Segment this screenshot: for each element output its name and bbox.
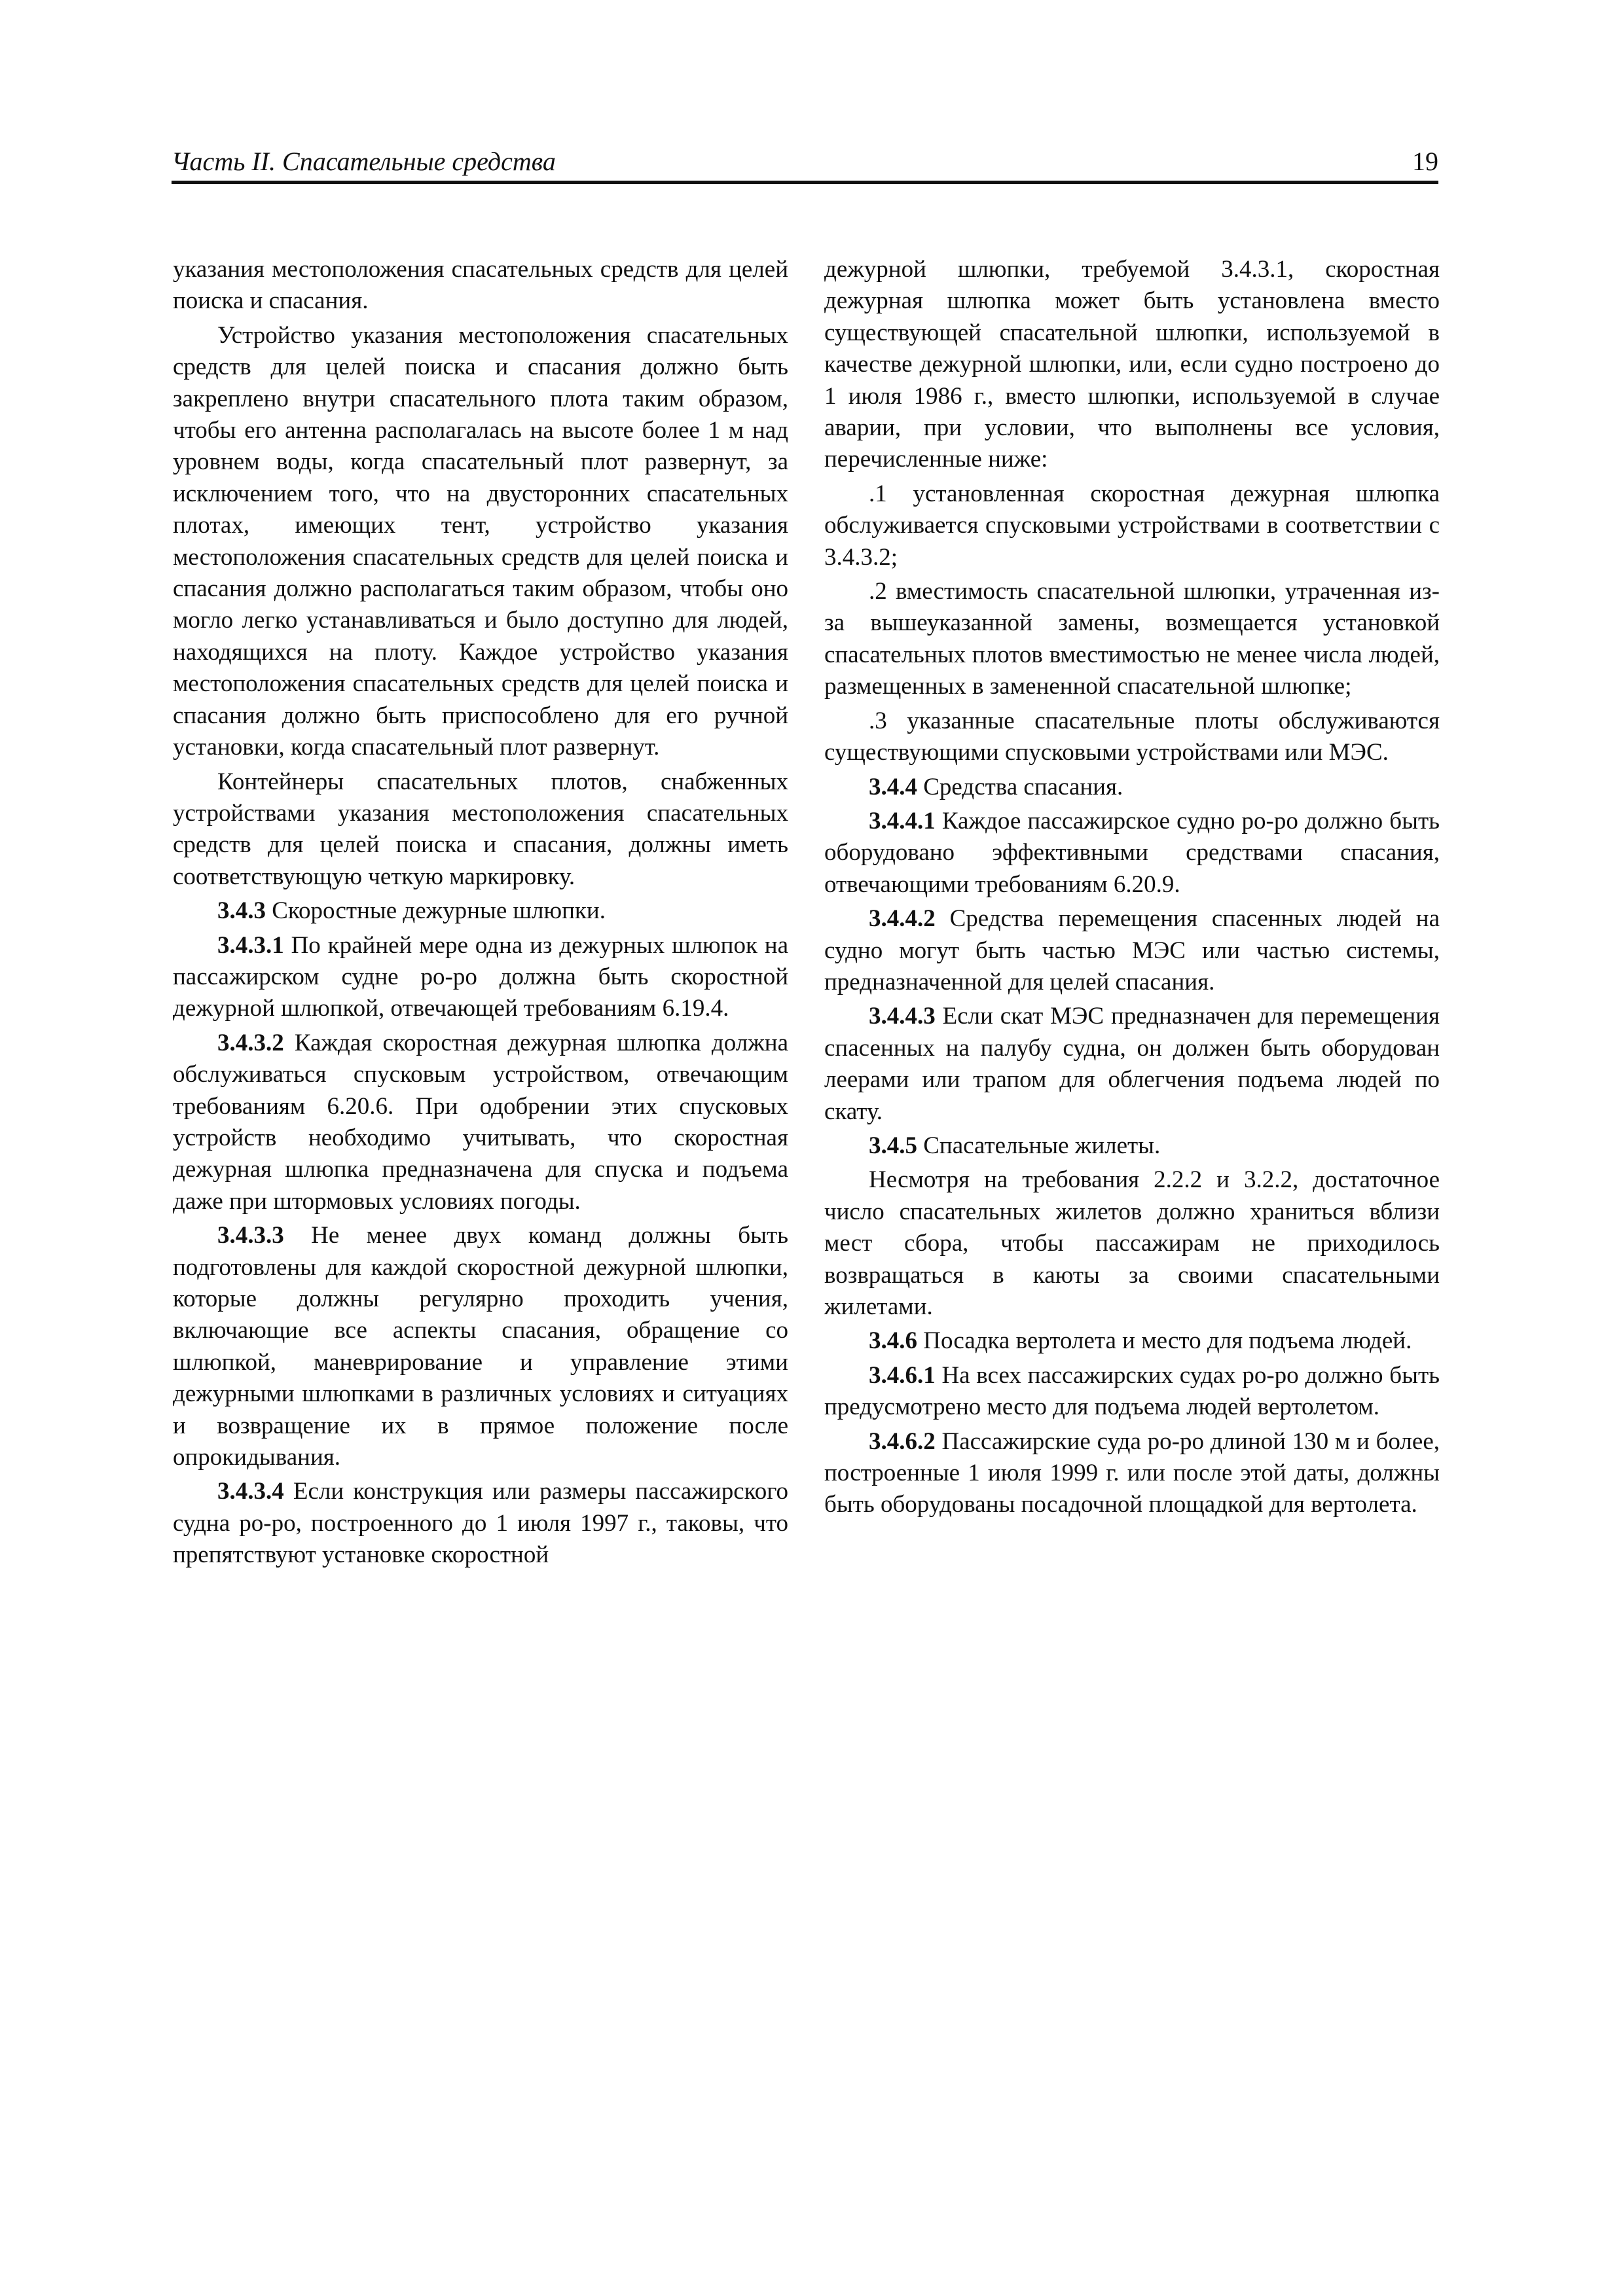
paragraph: 3.4.3.1 По крайней мере одна из дежурных шлюпок на пассажирском судне ро-ро должна быть скоростной дежурной шлюпкой, отвечающей требованиям 6.19.4. [173, 931, 788, 1022]
section-number: 3.4.3.1 [217, 931, 284, 959]
paragraph: Контейнеры спасательных плотов, снабженных устройствами указания местоположения спасательных средств для целей поиска и спасания, должны иметь соответствующую четкую маркировку. [173, 768, 788, 890]
paragraph: 3.4.3.4 Если конструкция или размеры пассажирского судна ро-ро, построенного до 1 июля 1997 г., таковы, что препятствуют установке скоростной [173, 1478, 788, 1569]
page-number: 19 [1412, 147, 1438, 176]
right-column [824, 254, 1440, 1524]
paragraph: дежурной шлюпки, требуемой 3.4.3.1, скоростная дежурная шлюпка может быть установлена вместо существующей спасательной шлюпки, используемой в качестве дежурной шлюпки, или, если судно построено до 1 июля 1986 г., вместо шлюпки, используемой в случае аварии, при условии, что выполнены все условия, перечисленные ниже: [824, 256, 1440, 473]
paragraph: 3.4.3.3 Не менее двух команд должны быть подготовлены для каждой скоростной дежурной шлюпки, которые должны регулярно проходить учения, включающие все аспекты спасания, обращение со шлюпкой, маневрирование и управление этими дежурными шлюпками в различных условиях и ситуациях и возвращение их в прямое положение после опрокидывания. [173, 1222, 788, 1471]
section-number: 3.4.6 [869, 1327, 917, 1355]
section-number: 3.4.4.1 [869, 807, 936, 834]
header-title: Часть II. Спасательные средства [172, 147, 556, 176]
list-item: .2 вместимость спасательной шлюпки, утраченная из-за вышеуказанной замены, возмещается установкой спасательных плотов вместимостью не менее числа людей, размещенных в замененной спасательной шлюпке; [824, 578, 1440, 700]
paragraph: 3.4.4.3 Если скат МЭС предназначен для перемещения спасенных на палубу судна, он должен быть оборудован леерами или трапом для облегчения подъема людей по скату. [824, 1003, 1440, 1125]
section-number: 3.4.3.4 [217, 1478, 284, 1505]
section-heading: 3.4.6 Посадка вертолета и место для подъема людей. [869, 1327, 1412, 1355]
section-number: 3.4.4.2 [869, 905, 936, 933]
section-number: 3.4.4.3 [869, 1003, 936, 1030]
section-heading: 3.4.3 Скоростные дежурные шлюпки. [217, 897, 606, 925]
section-number: 3.4.3.3 [217, 1222, 284, 1249]
section-number: 3.4.6.2 [869, 1427, 936, 1455]
section-heading: 3.4.4 Средства спасания. [869, 773, 1123, 800]
paragraph: указания местоположения спасательных средств для целей поиска и спасания. [173, 256, 788, 315]
left-column [173, 254, 788, 1574]
section-number: 3.4.3.2 [217, 1029, 284, 1056]
section-number: 3.4.4 [869, 773, 917, 800]
running-header [172, 143, 1438, 184]
section-number: 3.4.5 [869, 1132, 917, 1159]
paragraph: Несмотря на требования 2.2.2 и 3.2.2, достаточное число спасательных жилетов должно храниться вблизи мест сбора, чтобы пассажирам не приходилось возвращаться в каюты за своими спасательными жилетами. [824, 1166, 1440, 1320]
paragraph: Устройство указания местоположения спасательных средств для целей поиска и спасания должно быть закреплено внутри спасательного плота таким образом, чтобы его антенна располагалась на высоте более 1 м над уровнем воды, когда спасательный плот развернут, за исключением того, что на двусторонних спасательных плотах, имеющих тент, устройство указания местоположения спасательных средств для целей поиска и спасания должно располагаться таким образом, чтобы оно могло легко устанавливаться и было доступно для людей, находящихся на плоту. Каждое устройство указания местоположения спасательных средств для целей поиска и спасания должно быть приспособлено для его ручной установки, когда спасательный плот развернут. [173, 321, 788, 761]
section-number: 3.4.3 [217, 897, 266, 925]
paragraph: 3.4.3.2 Каждая скоростная дежурная шлюпка должна обслуживаться спусковым устройством, отвечающим требованиям 6.20.6. При одобрении этих спусковых устройств необходимо учитывать, что скоростная дежурная шлюпка предназначена для спуска и подъема даже при штормовых условиях погоды. [173, 1029, 788, 1215]
list-item: .3 указанные спасательные плоты обслуживаются существующими спусковыми устройствами или МЭС. [824, 707, 1440, 766]
paragraph: 3.4.6.2 Пассажирские суда ро-ро длиной 130 м и более, построенные 1 июля 1999 г. или после этой даты, должны быть оборудованы посадочной площадкой для вертолета. [824, 1427, 1440, 1518]
section-number: 3.4.6.1 [869, 1361, 936, 1389]
paragraph: 3.4.4.2 Средства перемещения спасенных людей на судно могут быть частью МЭС или частью системы, предназначенной для целей спасания. [824, 905, 1440, 996]
paragraph: 3.4.6.1 На всех пассажирских судах ро-ро должно быть предусмотрено место для подъема людей вертолетом. [824, 1361, 1440, 1421]
section-heading: 3.4.5 Спасательные жилеты. [869, 1132, 1161, 1159]
list-item: .1 установленная скоростная дежурная шлюпка обслуживается спусковыми устройствами в соответствии с 3.4.3.2; [824, 480, 1440, 571]
paragraph: 3.4.4.1 Каждое пассажирское судно ро-ро должно быть оборудовано эффективными средствами спасания, отвечающими требованиям 6.20.9. [824, 807, 1440, 898]
